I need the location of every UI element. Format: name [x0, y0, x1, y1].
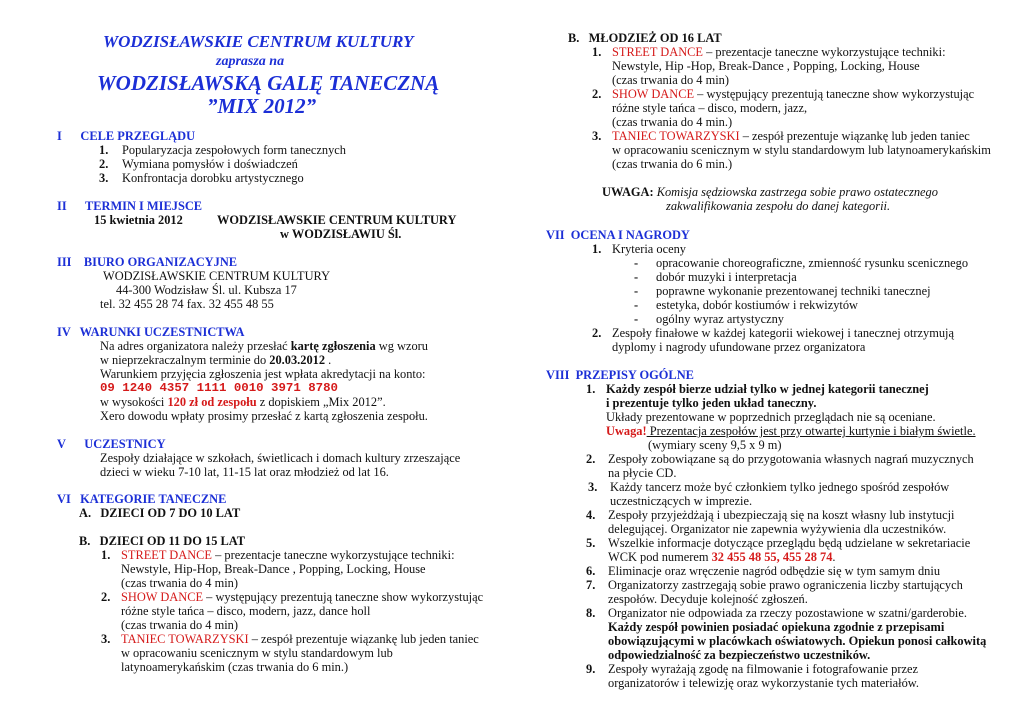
- rule-text: zespołów. Decyduje kolejność zgłoszeń.: [608, 592, 808, 606]
- conditions-text: w nieprzekraczalnym terminie do: [100, 353, 270, 367]
- conditions-text: wg wzoru: [375, 339, 428, 353]
- dance-line: [612, 129, 970, 143]
- header-invites: zaprasza na: [216, 54, 285, 69]
- dance-style-name: SHOW DANCE: [121, 590, 204, 604]
- conditions-line: Xero dowodu wpłaty prosimy przesłać z kartą zgłoszenia zespołu.: [100, 409, 428, 423]
- dance-line: [121, 548, 455, 562]
- rule-text: [608, 550, 836, 564]
- header-event: WODZISŁAWSKĄ GALĘ TANECZNĄ: [97, 71, 440, 95]
- dance-line: w opracowaniu scenicznym w stylu standardowym lub: [121, 646, 393, 660]
- criteria-item: poprawne wykonanie prezentowanej techniki tanecznej: [656, 284, 931, 298]
- category-b-youth: B. MŁODZIEŻ OD 16 LAT: [568, 31, 722, 45]
- dance-style-name: TANIEC TOWARZYSKI: [121, 632, 249, 646]
- dance-line: w opracowaniu scenicznym w stylu standardowym lub latynoamerykańskim: [612, 143, 991, 157]
- criteria-item: ogólny wyraz artystyczny: [656, 312, 784, 326]
- rule-text: Każdy zespół bierze udział tylko w jednej kategorii tanecznej: [606, 382, 929, 396]
- dance-desc: – zespół prezentuje wiązankę lub jeden taniec: [248, 632, 479, 646]
- dance-num: 2.: [101, 590, 111, 604]
- dance-desc: – występujący prezentują taneczne show wykorzystując: [694, 87, 975, 101]
- section-rules-title: VIII PRZEPISY OGÓLNE: [546, 368, 694, 382]
- warning-text: Prezentacja zespołów jest przy otwartej kurtynie i białym świetle.: [646, 424, 976, 438]
- dance-line: [121, 590, 483, 604]
- note-label: UWAGA:: [602, 185, 654, 199]
- rule-num: 1.: [586, 382, 596, 396]
- dance-num: 1.: [592, 45, 602, 59]
- rule-num: 5.: [586, 536, 596, 550]
- rule-text: odpowiedzialność za bezpieczeństwo uczestników.: [608, 648, 871, 662]
- rule-num: 9.: [586, 662, 596, 676]
- criteria-item: opracowanie choreograficzne, zmienność rysunku scenicznego: [656, 256, 969, 270]
- category-a: A. DZIECI OD 7 DO 10 LAT: [79, 506, 241, 520]
- dance-desc: – występujący prezentują taneczne show wykorzystując: [203, 590, 484, 604]
- event-place: WODZISŁAWSKIE CENTRUM KULTURY: [217, 213, 457, 227]
- conditions-text: z dopiskiem „Mix 2012”.: [256, 395, 386, 409]
- dance-line: (czas trwania do 4 min): [121, 618, 238, 632]
- rule-text: Wszelkie informacje dotyczące przeglądu będą udzielane w sekretariacie: [608, 536, 971, 550]
- awards-text: Zespoły finałowe w każdej kategorii wiekowej i tanecznej otrzymują: [612, 326, 954, 340]
- dance-line: [612, 87, 974, 101]
- dance-line: latynoamerykańskim (czas trwania do 6 min.): [121, 660, 349, 674]
- awards-num: 2.: [592, 326, 602, 340]
- rule-text: delegującej. Organizator nie zapewnia wyżywienia dla uczestników.: [608, 522, 947, 536]
- section-categories-title: VI KATEGORIE TANECZNE: [57, 492, 227, 506]
- dance-num: 3.: [592, 129, 602, 143]
- dance-line: Newstyle, Hip-Hop, Break-Dance , Popping, Locking, House: [121, 562, 426, 576]
- dance-line: [612, 45, 946, 59]
- rule-text: Zespoły zobowiązane są do przygotowania własnych nagrań muzycznych: [608, 452, 974, 466]
- criteria-dash: -: [634, 298, 639, 312]
- dance-line: różne style tańca – disco, modern, jazz, dance holl: [121, 604, 371, 618]
- section-goals-title: I CELE PRZEGLĄDU: [57, 129, 196, 143]
- conditions-line: [100, 395, 386, 409]
- rule-text: Zespoły przyjeżdżają i ubezpieczają się na koszt własny lub instytucji: [608, 508, 955, 522]
- participants-line: dzieci w wieku 7-10 lat, 11-15 lat oraz młodzież od lat 16.: [100, 465, 389, 479]
- dance-line: [121, 632, 479, 646]
- goal-text: Popularyzacja zespołowych form tanecznych: [122, 143, 346, 157]
- rule-text-part: .: [832, 550, 836, 564]
- entry-form-term: kartę zgłoszenia: [290, 339, 376, 353]
- awards-text: dyplomy i nagrody ufundowane przez organizatora: [612, 340, 866, 354]
- conditions-line: [100, 353, 331, 367]
- fee-amount: 120 zł od zespołu: [167, 395, 257, 409]
- header-org: WODZISŁAWSKIE CENTRUM KULTURY: [103, 32, 414, 51]
- office-name: WODZISŁAWSKIE CENTRUM KULTURY: [103, 269, 331, 283]
- participants-line: Zespoły działające w szkołach, świetlicach i domach kultury zrzeszające: [100, 451, 461, 465]
- section-conditions-title: IV WARUNKI UCZESTNICTWA: [57, 325, 245, 339]
- dance-desc: – prezentacje taneczne wykorzystujące techniki:: [211, 548, 455, 562]
- event-city: w WODZISŁAWIU Śl.: [280, 227, 402, 241]
- rule-text: (wymiary sceny 9,5 x 9 m): [648, 438, 782, 452]
- rule-num: 2.: [586, 452, 596, 466]
- rule-text: Każdy zespół powinien posiadać opiekuna zgodnie z przepisami: [608, 620, 945, 634]
- dance-line: (czas trwania do 4 min): [121, 576, 238, 590]
- section-office-title: III BIURO ORGANIZACYJNE: [57, 255, 238, 269]
- awards-num: 1.: [592, 242, 602, 256]
- rule-text: organizatorów i telewizję oraz wykorzystanie tych materiałów.: [608, 676, 920, 690]
- section-awards-title: VII OCENA I NAGRODY: [546, 228, 690, 242]
- rule-text: Każdy tancerz może być członkiem tylko jednego spośród zespołów: [610, 480, 950, 494]
- rule-num: 4.: [586, 508, 596, 522]
- criteria-dash: -: [634, 270, 639, 284]
- bank-account: 09 1240 4357 1111 0010 3971 8780: [100, 381, 338, 395]
- rule-text: obowiązującymi w placówkach oświatowych. Opiekun ponosi całkowitą: [608, 634, 987, 648]
- rule-num: 6.: [586, 564, 596, 578]
- rule-text: Eliminacje oraz wręczenie nagród odbędzie się w tym samym dniu: [608, 564, 941, 578]
- rule-text: uczestniczących w imprezie.: [610, 494, 753, 508]
- dance-num: 3.: [101, 632, 111, 646]
- dance-line: różne style tańca – disco, modern, jazz,: [612, 101, 808, 115]
- conditions-line: Warunkiem przyjęcia zgłoszenia jest wpłata akredytacji na konto:: [100, 367, 426, 381]
- rule-num: 3.: [588, 480, 598, 494]
- criteria-dash: -: [634, 312, 639, 326]
- dance-desc: – zespół prezentuje wiązankę lub jeden taniec: [739, 129, 970, 143]
- rule-text: Organizator nie odpowiada za rzeczy pozostawione w szatni/garderobie.: [608, 606, 967, 620]
- goal-num: 3.: [99, 171, 109, 185]
- dance-desc: – prezentacje taneczne wykorzystujące techniki:: [702, 45, 946, 59]
- jury-note-text: zakwalifikowania zespołu do danej kategorii.: [666, 199, 891, 213]
- deadline-date: 20.03.2012: [269, 353, 326, 367]
- rule-text: Układy prezentowane w poprzednich przeglądach nie są oceniane.: [606, 410, 936, 424]
- office-phone: tel. 32 455 28 74 fax. 32 455 48 55: [100, 297, 274, 311]
- criteria-item: estetyka, dobór kostiumów i rekwizytów: [656, 298, 859, 312]
- rule-num: 7.: [586, 578, 596, 592]
- rule-text: Zespoły wyrażają zgodę na filmowanie i fotografowanie przez: [608, 662, 918, 676]
- goal-text: Konfrontacja dorobku artystycznego: [122, 171, 304, 185]
- awards-text: Kryteria oceny: [612, 242, 686, 256]
- rule-text-part: WCK pod numerem: [608, 550, 712, 564]
- dance-num: 2.: [592, 87, 602, 101]
- rule-text: i prezentuje tylko jeden układ taneczny.: [606, 396, 817, 410]
- note-text: Komisja sędziowska zastrzega sobie prawo ostatecznego: [653, 185, 938, 199]
- rule-text: [606, 424, 976, 438]
- section-participants-title: V UCZESTNICY: [57, 437, 166, 451]
- goal-num: 2.: [99, 157, 109, 171]
- rule-text: na płycie CD.: [608, 466, 677, 480]
- rule-num: 8.: [586, 606, 596, 620]
- category-b: B. DZIECI OD 11 DO 15 LAT: [79, 534, 246, 548]
- goal-num: 1.: [99, 143, 109, 157]
- dance-line: (czas trwania do 4 min): [612, 73, 729, 87]
- event-date: 15 kwietnia 2012: [94, 213, 183, 227]
- criteria-dash: -: [634, 256, 639, 270]
- dance-style-name: TANIEC TOWARZYSKI: [612, 129, 740, 143]
- rule-text: Organizatorzy zastrzegają sobie prawo ograniczenia liczby startujących: [608, 578, 963, 592]
- dance-num: 1.: [101, 548, 111, 562]
- header-edition: ”MIX 2012”: [207, 94, 317, 118]
- dance-line: Newstyle, Hip -Hop, Break-Dance , Popping, Locking, House: [612, 59, 920, 73]
- dance-style-name: STREET DANCE: [612, 45, 703, 59]
- dance-line: (czas trwania do 6 min.): [612, 157, 733, 171]
- dance-line: (czas trwania do 4 min.): [612, 115, 733, 129]
- right-column: [512, 0, 1024, 725]
- dance-style-name: SHOW DANCE: [612, 87, 695, 101]
- conditions-text: .: [325, 353, 332, 367]
- conditions-text: Na adres organizatora należy przesłać: [100, 339, 291, 353]
- criteria-dash: -: [634, 284, 639, 298]
- office-address: 44-300 Wodzisław Śl. ul. Kubsza 17: [116, 283, 297, 297]
- goal-text: Wymiana pomysłów i doświadczeń: [122, 157, 298, 171]
- contact-phones: 32 455 48 55, 455 28 74: [711, 550, 833, 564]
- jury-note: [602, 185, 938, 199]
- conditions-text: w wysokości: [100, 395, 168, 409]
- conditions-line: [100, 339, 428, 353]
- criteria-item: dobór muzyki i interpretacja: [656, 270, 797, 284]
- dance-style-name: STREET DANCE: [121, 548, 212, 562]
- section-date-title: II TERMIN I MIEJSCE: [57, 199, 203, 213]
- warning-label: Uwaga!: [606, 424, 647, 438]
